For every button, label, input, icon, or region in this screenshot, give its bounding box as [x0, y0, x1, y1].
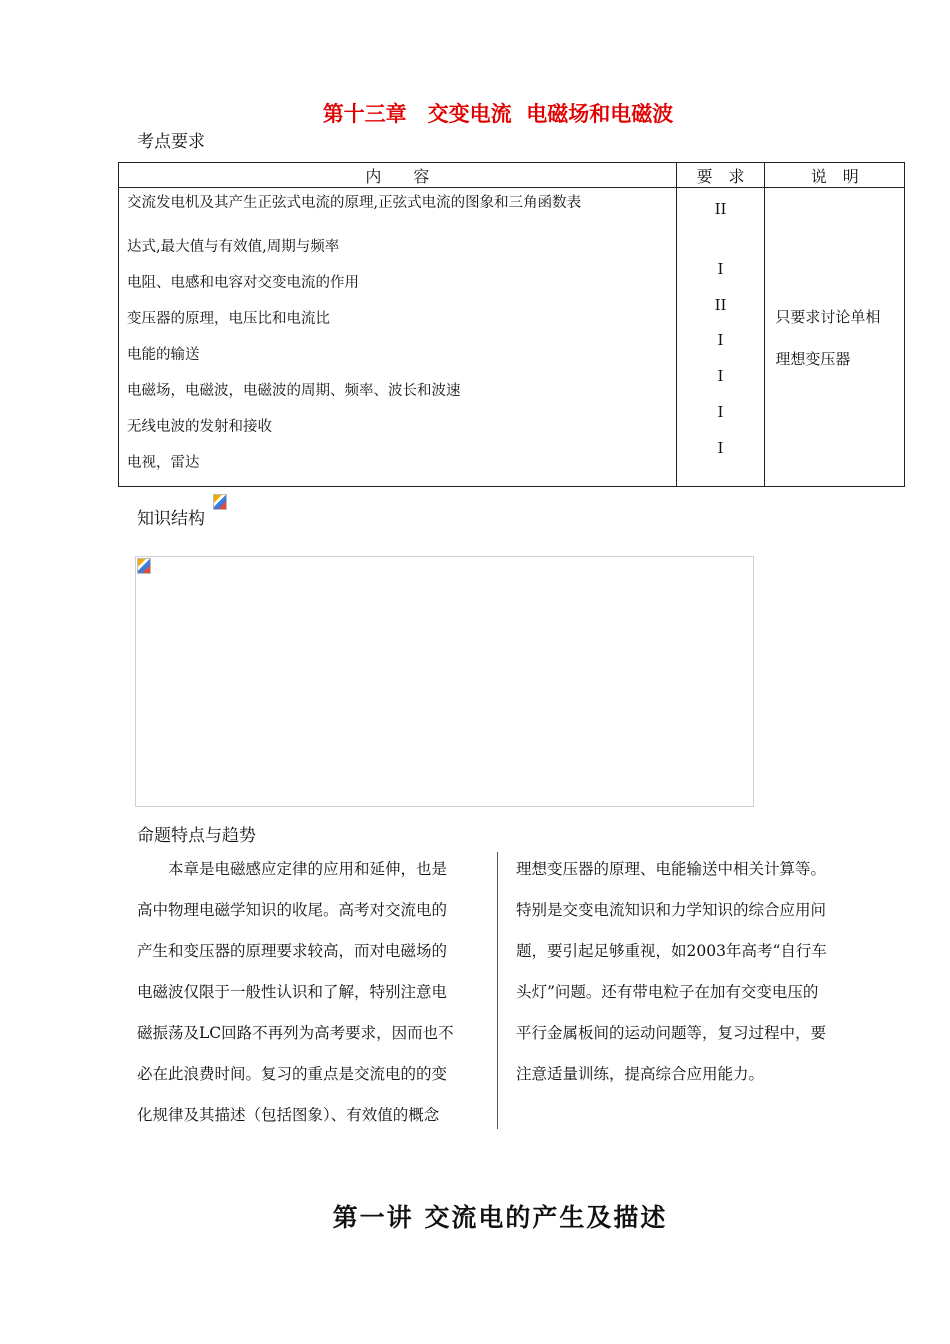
broken-image-icon [137, 558, 151, 574]
broken-image-icon [213, 494, 227, 510]
trend-right-column [516, 849, 866, 1095]
header-content: 内 容 [119, 163, 677, 188]
content-line: 电磁场，电磁波，电磁波的周期、频率、波长和波速 [127, 383, 461, 399]
trend-line: 产生和变压器的原理要求较高，而对电磁场的 [137, 942, 448, 960]
note-cell [765, 188, 905, 487]
content-line: 变压器的原理，电压比和电流比 [127, 311, 330, 327]
lecture-title: 第一讲 交流电的产生及描述 [332, 1203, 668, 1232]
level-value: I [717, 439, 724, 457]
chapter-title: 第十三章 交变电流 电磁场和电磁波 [322, 102, 674, 126]
trend-line: 平行金属板间的运动问题等，复习过程中，要 [516, 1024, 827, 1042]
trend-left-column [137, 849, 482, 1136]
trend-line: 磁振荡及LC回路不再列为高考要求，因而也不 [137, 1024, 454, 1042]
content-line: 无线电波的发射和接收 [127, 419, 272, 435]
content-line: 电视，雷达 [127, 455, 200, 471]
knowledge-heading: 知识结构 [137, 509, 205, 529]
header-level: 要 求 [676, 163, 765, 188]
trend-heading: 命题特点与趋势 [137, 826, 256, 846]
table-body-row [119, 188, 905, 487]
trend-line: 化规律及其描述（包括图象）、有效值的概念 [137, 1106, 440, 1124]
trend-line: 必在此浪费时间。复习的重点是交流电的的变 [137, 1065, 448, 1083]
table-header-row [119, 163, 905, 188]
trend-line: 电磁波仅限于一般性认识和了解，特别注意电 [137, 983, 448, 1001]
trend-line: 特别是交变电流知识和力学知识的综合应用问 [516, 901, 827, 919]
requirements-table [118, 162, 905, 487]
content-line: 交流发电机及其产生正弦式电流的原理,正弦式电流的图象和三角函数表 [127, 195, 582, 211]
note-line: 只要求讨论单相 [775, 308, 881, 326]
level-value: I [717, 331, 724, 349]
level-value: I [717, 367, 724, 385]
trend-line: 题，要引起足够重视，如2003年高考“自行车 [516, 942, 827, 960]
trend-line: 本章是电磁感应定律的应用和延伸，也是 [137, 860, 448, 878]
level-value: I [717, 260, 724, 278]
content-line: 电能的输送 [127, 347, 200, 363]
content-line: 电阻、电感和电容对交变电流的作用 [127, 275, 359, 291]
knowledge-structure-image [135, 556, 754, 807]
trend-line: 注意适量训练，提高综合应用能力。 [516, 1065, 765, 1083]
content-cell [119, 188, 677, 487]
trend-line: 头灯”问题。还有带电粒子在加有交变电压的 [516, 983, 819, 1001]
header-note: 说 明 [765, 163, 905, 188]
exam-points-heading: 考点要求 [137, 132, 205, 152]
level-value: II [714, 200, 727, 218]
trend-line: 理想变压器的原理、电能输送中相关计算等。 [516, 860, 827, 878]
content-line: 达式,最大值与有效值,周期与频率 [127, 239, 340, 255]
level-value: I [717, 403, 724, 421]
column-divider [497, 852, 498, 1129]
level-cell [676, 188, 765, 487]
note-line: 理想变压器 [775, 350, 851, 368]
level-value: II [714, 296, 727, 314]
trend-line: 高中物理电磁学知识的收尾。高考对交流电的 [137, 901, 448, 919]
